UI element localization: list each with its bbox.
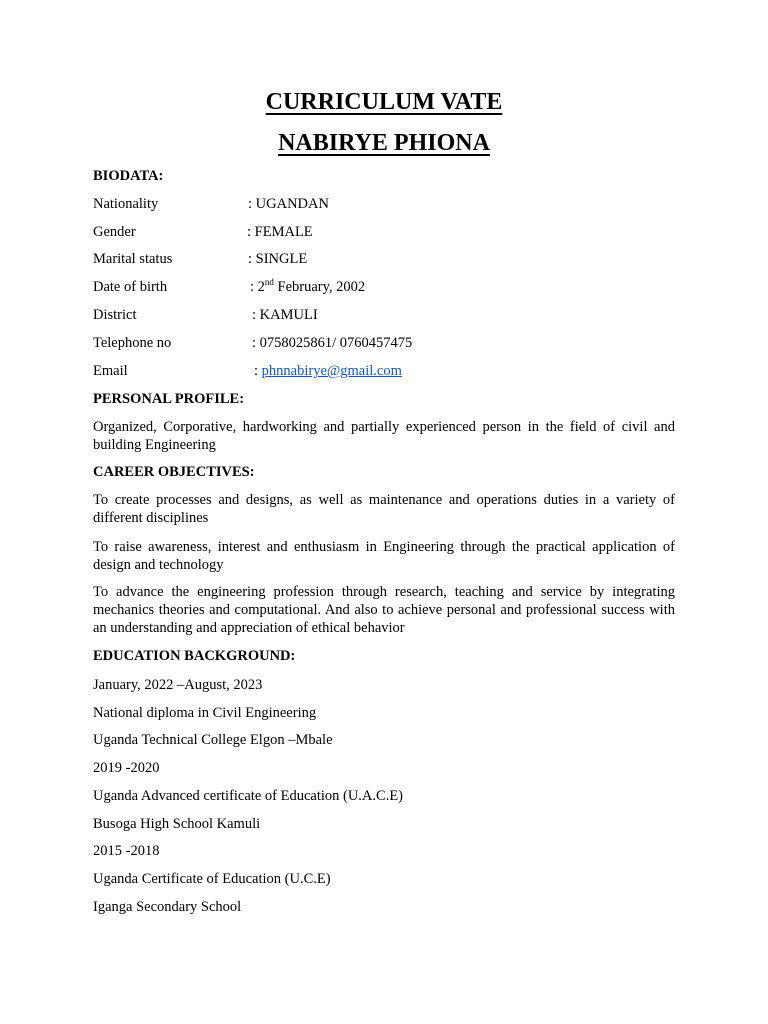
- nationality-value: : UGANDAN: [248, 196, 329, 212]
- email-colon: :: [254, 363, 262, 379]
- candidate-name-text: NABIRYE PHIONA: [278, 130, 490, 156]
- telephone-value: : 0758025861/ 0760457475: [252, 335, 413, 351]
- education-line: Busoga High School Kamuli: [93, 816, 261, 832]
- education-line: 2019 -2020: [93, 760, 160, 776]
- email-value: [254, 362, 402, 380]
- email-label: Email: [93, 363, 128, 379]
- district-label: District: [93, 307, 137, 323]
- dob-month-year: February, 2002: [273, 279, 366, 295]
- dob-ordinal-suffix: nd: [264, 277, 274, 287]
- education-line: Uganda Certificate of Education (U.C.E): [93, 871, 331, 887]
- date-of-birth-value: [250, 278, 365, 296]
- gender-value: : FEMALE: [247, 224, 313, 240]
- marital-status-label: Marital status: [93, 251, 173, 267]
- nationality-label: Nationality: [93, 196, 159, 212]
- district-value: : KAMULI: [252, 307, 318, 323]
- career-objectives-heading: CAREER OBJECTIVES:: [93, 464, 255, 480]
- gender-label: Gender: [93, 224, 136, 240]
- education-line: Iganga Secondary School: [93, 899, 242, 915]
- telephone-label: Telephone no: [93, 335, 172, 351]
- biodata-heading: BIODATA:: [93, 168, 164, 184]
- education-heading: EDUCATION BACKGROUND:: [93, 648, 296, 664]
- email-link[interactable]: phnnabirye@gmail.com: [261, 363, 402, 379]
- career-objective-item: To raise awareness, interest and enthusiasm in Engineering through the practical application of design and technology: [93, 539, 675, 573]
- marital-status-value: : SINGLE: [248, 251, 308, 267]
- education-line: 2015 -2018: [93, 843, 160, 859]
- dob-day: : 2: [250, 279, 265, 295]
- personal-profile-text: Organized, Corporative, hardworking and partially experienced person in the field of civil and building Engineering: [93, 419, 675, 453]
- document-title-text: CURRICULUM VATE: [265, 89, 503, 115]
- education-line: Uganda Technical College Elgon –Mbale: [93, 732, 333, 748]
- date-of-birth-label: Date of birth: [93, 279, 168, 295]
- education-line: National diploma in Civil Engineering: [93, 705, 317, 721]
- career-objective-item: To create processes and designs, as well as maintenance and operations duties in a variety of different disciplines: [93, 492, 675, 526]
- personal-profile-heading: PERSONAL PROFILE:: [93, 391, 245, 407]
- document-title: [0, 88, 768, 116]
- education-line: January, 2022 –August, 2023: [93, 677, 263, 693]
- career-objective-item: To advance the engineering profession through research, teaching and service by integrating mechanics theories and computational. And also to achieve personal and professional success with an understanding and appreciation of ethical behavior: [93, 584, 675, 636]
- candidate-name: [0, 129, 768, 157]
- education-line: Uganda Advanced certificate of Education (U.A.C.E): [93, 788, 404, 804]
